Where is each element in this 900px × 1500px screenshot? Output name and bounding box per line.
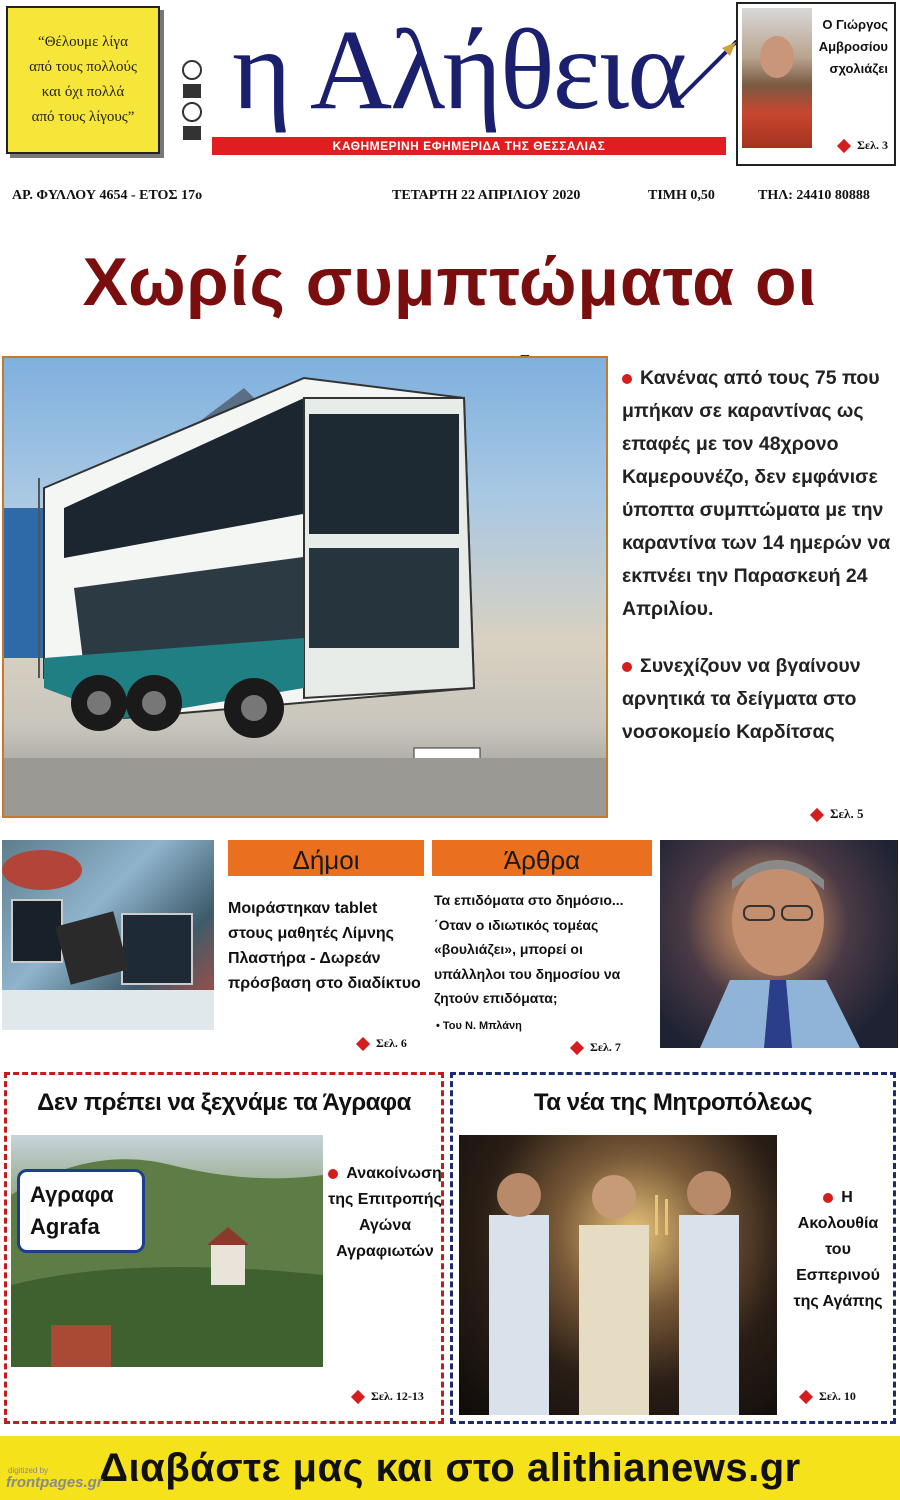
columnist-line-1: Ο Γιώργος bbox=[822, 17, 888, 32]
newspaper-title[interactable]: η Αλήθεια bbox=[232, 6, 685, 133]
diamond-icon bbox=[799, 1390, 813, 1404]
author-illustration bbox=[660, 840, 898, 1048]
watermark: frontpages.gr bbox=[6, 1474, 103, 1491]
issue-date: ΤΕΤΑΡΤΗ 22 ΑΠΡΙΛΙΟΥ 2020 bbox=[392, 188, 581, 203]
columnist-line-2: Αμβροσίου bbox=[818, 39, 888, 54]
agrafa-story-label: Ανακοίνωση της Επιτροπής Αγώνα Αγραφιωτών bbox=[328, 1165, 442, 1260]
lead-story-text bbox=[622, 362, 898, 773]
motto-line-2: από τους πολλούς bbox=[29, 59, 137, 75]
bus-illustration bbox=[4, 358, 608, 818]
mitropoli-story-label: Η Ακολουθία του Εσπερινού της Αγάπης bbox=[793, 1189, 883, 1310]
columnist-page-ref bbox=[839, 138, 888, 153]
bullet-icon bbox=[823, 1193, 833, 1203]
tablets-photo[interactable] bbox=[2, 840, 214, 1030]
section-tab-dimoi[interactable]: Δήμοι bbox=[228, 840, 424, 876]
logo-stamp-icon bbox=[180, 60, 204, 158]
columnist-name bbox=[808, 14, 888, 80]
mitropoli-title: Τα νέα της Μητροπόλεως bbox=[533, 1089, 813, 1116]
lead-paragraph-2 bbox=[622, 650, 898, 749]
tagline: ΚΑΘΗΜΕΡΙΝΗ ΕΦΗΜΕΡΙΔΑ ΤΗΣ ΘΕΣΣΑΛΙΑΣ bbox=[212, 137, 726, 155]
lead-page-label: Σελ. 5 bbox=[830, 806, 864, 821]
agrafa-road-sign bbox=[17, 1169, 145, 1253]
diamond-icon bbox=[351, 1390, 365, 1404]
motto-box bbox=[6, 6, 160, 154]
arthra-author: • Του Ν. Μπλάνη bbox=[436, 1020, 522, 1032]
columnist-line-3: σχολιάζει bbox=[829, 61, 888, 76]
pen-icon bbox=[672, 36, 742, 106]
lead-paragraph-1 bbox=[622, 362, 898, 626]
bus-photo[interactable] bbox=[2, 356, 608, 818]
watermark-digitized: digitized by bbox=[8, 1466, 49, 1475]
issue-price: ΤΙΜΗ 0,50 bbox=[648, 188, 715, 203]
bullet-icon bbox=[328, 1169, 338, 1179]
section-tab-arthra[interactable]: Άρθρα bbox=[432, 840, 652, 876]
church-photo bbox=[459, 1135, 777, 1415]
church-illustration bbox=[459, 1135, 777, 1415]
footer-banner[interactable] bbox=[0, 1436, 900, 1500]
diamond-icon bbox=[570, 1041, 584, 1055]
diamond-icon bbox=[837, 139, 851, 153]
agrafa-page-ref[interactable] bbox=[353, 1389, 424, 1404]
agrafa-title: Δεν πρέπει να ξεχνάμε τα Άγραφα bbox=[37, 1089, 411, 1116]
dimoi-page-ref[interactable] bbox=[358, 1036, 407, 1051]
bullet-icon bbox=[622, 374, 632, 384]
issue-phone: ΤΗΛ: 24410 80888 bbox=[758, 188, 870, 203]
motto-line-4: από τους λίγους” bbox=[31, 109, 135, 125]
footer-website-text: Διαβάστε μας και στο alithianews.gr bbox=[99, 1446, 801, 1490]
agrafa-box[interactable] bbox=[4, 1072, 444, 1424]
lead-page-ref[interactable] bbox=[812, 806, 863, 822]
diamond-icon bbox=[356, 1037, 370, 1051]
motto-line-3: και όχι πολλά bbox=[41, 84, 125, 100]
issue-info bbox=[12, 188, 892, 208]
lead-paragraph-1-text: Κανένας από τους 75 που μπήκαν σε καραντίνας ως επαφές με τον 48χρονο Καμερουνέζο, δεν εμφάνισε ύποπτα συμπτώματα με την καραντίνα των 14 ημερών να εκπνέει την Παρασκευή 24 Απριλίου. bbox=[622, 367, 891, 620]
tablets-illustration bbox=[2, 840, 214, 1030]
diamond-icon bbox=[810, 808, 824, 822]
bullet-icon bbox=[622, 662, 632, 672]
arthra-story-text: Τα επιδόματα στο δημόσιο... ΄Οταν ο ιδιωτικός τομέας «βουλιάζει», μπορεί οι υπάλληλοι του δημοσίου να ζητούν επιδόματα; bbox=[434, 892, 624, 1006]
dimoi-story-text: Μοιράστηκαν tablet στους μαθητές Λίμνης Πλαστήρα - Δωρεάν πρόσβαση στο διαδίκτυο bbox=[228, 900, 421, 992]
sign-greek: Αγραφα bbox=[30, 1182, 114, 1207]
mitropoli-page-ref[interactable] bbox=[801, 1389, 856, 1404]
lead-paragraph-2-text: Συνεχίζουν να βγαίνουν αρνητικά τα δείγματα στο νοσοκομείο Καρδίτσας bbox=[622, 655, 861, 743]
columnist-box[interactable] bbox=[736, 2, 896, 166]
agrafa-story-text bbox=[327, 1161, 443, 1265]
arthra-page-ref[interactable] bbox=[572, 1040, 621, 1055]
issue-number: ΑΡ. ΦΥΛΛΟΥ 4654 - ΕΤΟΣ 17ο bbox=[12, 188, 203, 203]
main-headline[interactable]: Χωρίς συμπτώματα οι bbox=[82, 244, 818, 320]
arthra-page-label: Σελ. 7 bbox=[590, 1040, 621, 1054]
columnist-photo bbox=[742, 8, 812, 148]
dimoi-page-label: Σελ. 6 bbox=[376, 1036, 407, 1050]
mitropoli-box[interactable] bbox=[450, 1072, 896, 1424]
author-photo[interactable] bbox=[660, 840, 898, 1048]
agrafa-photo bbox=[11, 1135, 323, 1367]
sign-latin: Agrafa bbox=[30, 1214, 100, 1239]
mitropoli-page-label: Σελ. 10 bbox=[819, 1389, 856, 1403]
motto-line-1: “Θέλουμε λίγα bbox=[38, 34, 128, 50]
mitropoli-story-text bbox=[785, 1185, 891, 1315]
columnist-page-label: Σελ. 3 bbox=[857, 138, 888, 152]
agrafa-page-label: Σελ. 12-13 bbox=[371, 1389, 424, 1403]
